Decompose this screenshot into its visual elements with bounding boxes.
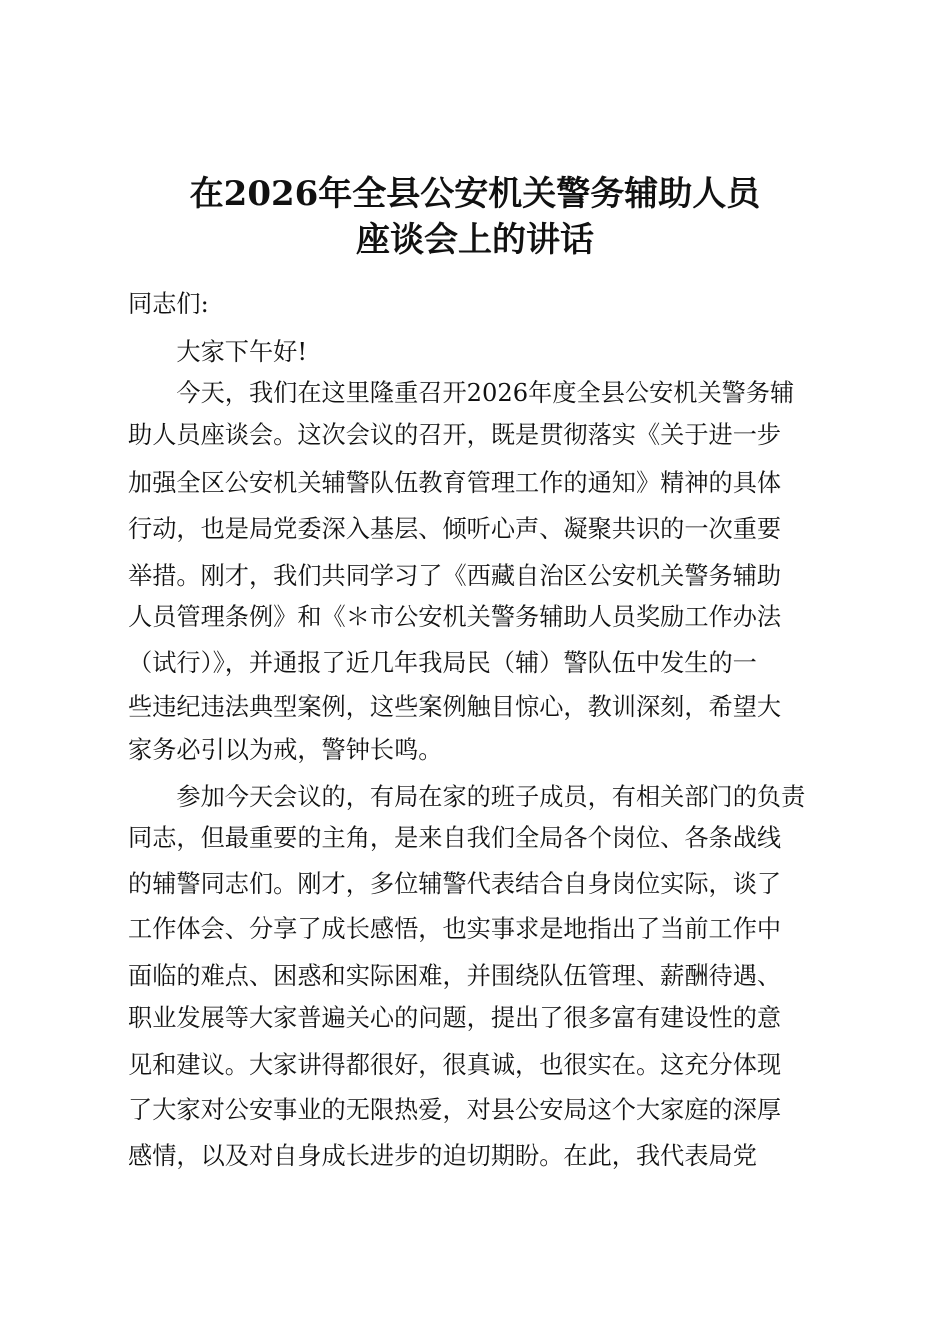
paragraph-line: 同志，但最重要的主角，是来自我们全局各个岗位、各条战线 [128,824,782,852]
paragraph-line: 的辅警同志们。刚才，多位辅警代表结合自身岗位实际，谈了 [128,870,782,898]
paragraph-line: 些违纪违法典型案例，这些案例触目惊心，教训深刻，希望大 [128,693,782,721]
document-title-line-1: 在2026年全县公安机关警务辅助人员 [189,174,761,214]
greeting: 大家下午好! [128,338,308,366]
paragraph-line: 行动，也是局党委深入基层、倾听心声、凝聚共识的一次重要 [128,515,782,543]
document-title-line-2: 座谈会上的讲话 [356,220,594,260]
paragraph-line: 工作体会、分享了成长感悟，也实事求是地指出了当前工作中 [128,915,782,943]
paragraph-line: 职业发展等大家普遍关心的问题，提出了很多富有建设性的意 [128,1004,782,1032]
paragraph-line: 今天，我们在这里隆重召开2026年度全县公安机关警务辅 [128,379,795,407]
paragraph-line: 感情，以及对自身成长进步的迫切期盼。在此，我代表局党 [128,1142,757,1170]
paragraph-line: 助人员座谈会。这次会议的召开，既是贯彻落实《关于进一步 [128,421,782,449]
salutation: 同志们: [128,290,209,318]
paragraph-line: 人员管理条例》和《＊市公安机关警务辅助人员奖励工作办法 [128,603,782,631]
paragraph-line: （试行）》，并通报了近几年我局民（辅）警队伍中发生的一 [128,649,757,677]
paragraph-line: 加强全区公安机关辅警队伍教育管理工作的通知》精神的具体 [128,469,782,497]
paragraph-line: 见和建议。大家讲得都很好，很真诚，也很实在。这充分体现 [128,1051,782,1079]
paragraph-line: 参加今天会议的，有局在家的班子成员，有相关部门的负责 [128,783,806,811]
paragraph-line: 举措。刚才，我们共同学习了《西藏自治区公安机关警务辅助 [128,562,782,590]
paragraph-line: 了大家对公安事业的无限热爱，对县公安局这个大家庭的深厚 [128,1096,782,1124]
paragraph-line: 面临的难点、困惑和实际困难，并围绕队伍管理、薪酬待遇、 [128,962,782,990]
paragraph-line: 家务必引以为戒，警钟长鸣。 [128,736,443,764]
